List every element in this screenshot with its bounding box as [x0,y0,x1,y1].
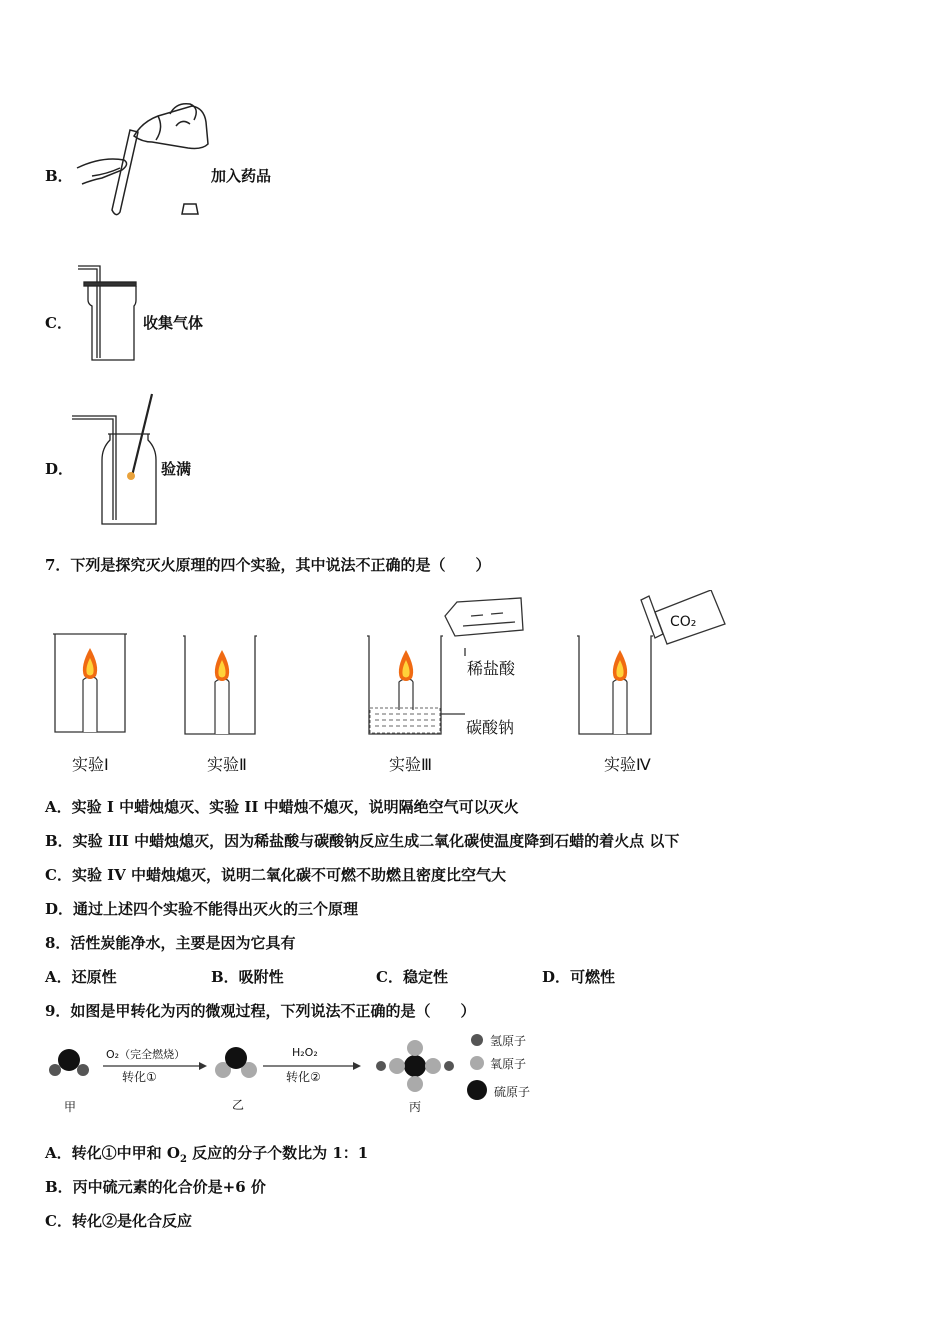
jia-label: 甲 [64,1100,77,1114]
legend-oxygen: 氧原子 [490,1057,527,1071]
option-d-label: D． [45,460,74,478]
q8-choice-d: D．可燃性 [542,968,616,986]
q7-option-a: A．实验 I 中蜡烛熄灭、实验 II 中蜡烛不熄灭，说明隔绝空气可以灭火 [45,798,519,816]
q9-option-a: A．转化①中甲和 $O_2$ 反应的分子个数比为 1：1 [45,1144,369,1165]
q8-stem: 8．活性炭能净水，主要是因为它具有 [45,934,296,952]
legend-hydrogen: 氢原子 [490,1034,527,1048]
option-b-caption: 加入药品 [211,167,272,185]
arrow1-top-label: O₂（完全燃烧） [106,1048,186,1061]
option-b-label: B． [45,167,73,185]
option-d-caption: 验满 [161,460,192,478]
q8-choice-b: B．吸附性 [211,968,284,986]
option-c-caption: 收集气体 [143,314,204,332]
arrow2-top-label: H₂O₂ [292,1046,318,1059]
q7-option-d: D．通过上述四个实验不能得出灭火的三个原理 [45,900,359,918]
add-reagent-illustration [72,98,212,223]
q9-option-b: B．丙中硫元素的化合价是+6 价 [45,1178,266,1196]
co2-label: CO₂ [670,614,697,630]
yi-label: 乙 [232,1098,245,1112]
dilute-hcl-label: 稀盐酸 [467,659,516,678]
collect-gas-illustration [78,262,140,366]
arrow1-bottom-label: 转化① [122,1070,157,1084]
q9-option-c: C．转化②是化合反应 [45,1212,192,1230]
sodium-carbonate-label: 碳酸钠 [466,718,515,737]
bing-label: 丙 [409,1100,422,1114]
exp-iii-label: 实验Ⅲ [389,755,433,774]
q9-stem: 9．如图是甲转化为丙的微观过程，下列说法不正确的是（ ） [45,1002,476,1020]
q7-option-b: B．实验 III 中蜡烛熄灭，因为稀盐酸与碳酸钠反应生成二氧化碳使温度降到石蜡的着火点 以下 [45,832,680,850]
option-c-label: C． [45,314,72,332]
check-full-illustration [72,390,162,528]
exp-ii-label: 实验Ⅱ [207,755,247,774]
arrow2-bottom-label: 转化② [286,1070,321,1084]
exp-i-label: 实验Ⅰ [72,755,109,774]
q7-stem: 7．下列是探究灭火原理的四个实验，其中说法不正确的是（ ） [45,556,491,574]
exp-iv-label: 实验Ⅳ [604,755,651,774]
legend-sulfur: 硫原子 [494,1085,531,1099]
q7-option-c: C．实验 IV 中蜡烛熄灭，说明二氧化碳不可燃不助燃且密度比空气大 [45,866,507,884]
q8-choice-c: C．稳定性 [376,968,448,986]
q8-choice-a: A．还原性 [45,968,117,986]
